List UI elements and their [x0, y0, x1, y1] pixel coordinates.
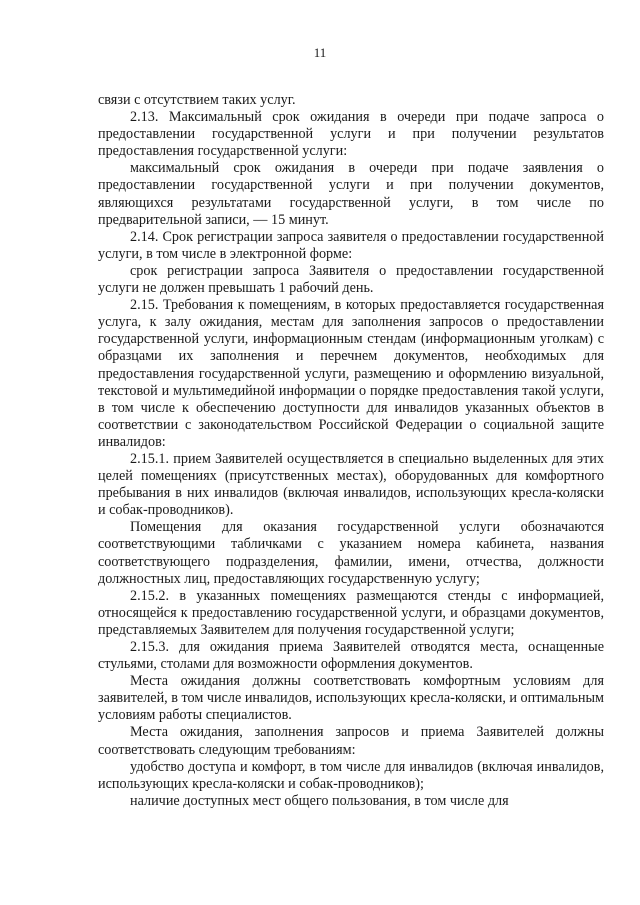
paragraph: срок регистрации запроса Заявителя о предоставлении государственной услуги не должен превышать 1 рабочий день. [98, 262, 604, 297]
paragraph: Помещения для оказания государственной услуги обозначаются соответствующими табличками с указанием номера кабинета, названия соответствующего подразделения, фамилии, имени, отчества, должности должностных лиц, предоставляющих государственную услугу; [98, 519, 604, 587]
paragraph: 2.14. Срок регистрации запроса заявителя о предоставлении государственной услуги, в том числе в электронной форме: [98, 228, 604, 262]
paragraph: связи с отсутствием таких услуг. [98, 92, 296, 108]
page-number: 11 [313, 45, 327, 60]
paragraph: удобство доступа и комфорт, в том числе для инвалидов (включая инвалидов, использующих кресла-коляски и собак-проводников); [98, 758, 604, 792]
paragraph: 2.15. Требования к помещениям, в которых предоставляется государственная услуга, к залу ожидания, местам для заполнения запросов о предоставлении государственной услуги, информационным стендам (информационным уголкам) с образцами их заполнения и перечнем документов, необходимых для предоставления государственной услуги, размещению и оформлению визуальной, текстовой и мультимедийной информации о порядке предоставления такой услуги, в том числе к обеспечению доступности для инвалидов указанных объектов в соответствии с законодательством Российской Федерации о социальной защите инвалидов: [98, 297, 604, 450]
document-body [98, 92, 604, 810]
paragraph: Места ожидания, заполнения запросов и приема Заявителей должны соответствовать следующим требованиям: [98, 724, 604, 758]
paragraph: 2.15.2. в указанных помещениях размещаются стенды с информацией, относящейся к предоставлению государственной услуги, и образцами документов, представляемых Заявителем для получения государственной услуги; [98, 587, 604, 638]
paragraph: 2.13. Максимальный срок ожидания в очереди при подаче запроса о предоставлении государственной услуги и при получении результатов предоставления государственной услуги: [98, 109, 604, 160]
paragraph: Места ожидания должны соответствовать комфортным условиям для заявителей, в том числе инвалидов, использующих кресла-коляски, и оптимальным условиям работы специалистов. [98, 673, 604, 724]
paragraph: 2.15.3. для ожидания приема Заявителей отводятся места, оснащенные стульями, столами для возможности оформления документов. [98, 639, 604, 673]
paragraph: максимальный срок ожидания в очереди при подаче заявления о предоставлении государственной услуги и при получении документов, являющихся результатами государственной услуги, в том числе по предварительной записи, — 15 минут. [98, 160, 604, 228]
paragraph: 2.15.1. прием Заявителей осуществляется в специально выделенных для этих целей помещениях (присутственных местах), оборудованных для комфортного пребывания в них инвалидов (включая инвалидов, использующих кресла-коляски и собак-проводников). [98, 450, 604, 519]
paragraph: наличие доступных мест общего пользования, в том числе для [130, 792, 509, 809]
